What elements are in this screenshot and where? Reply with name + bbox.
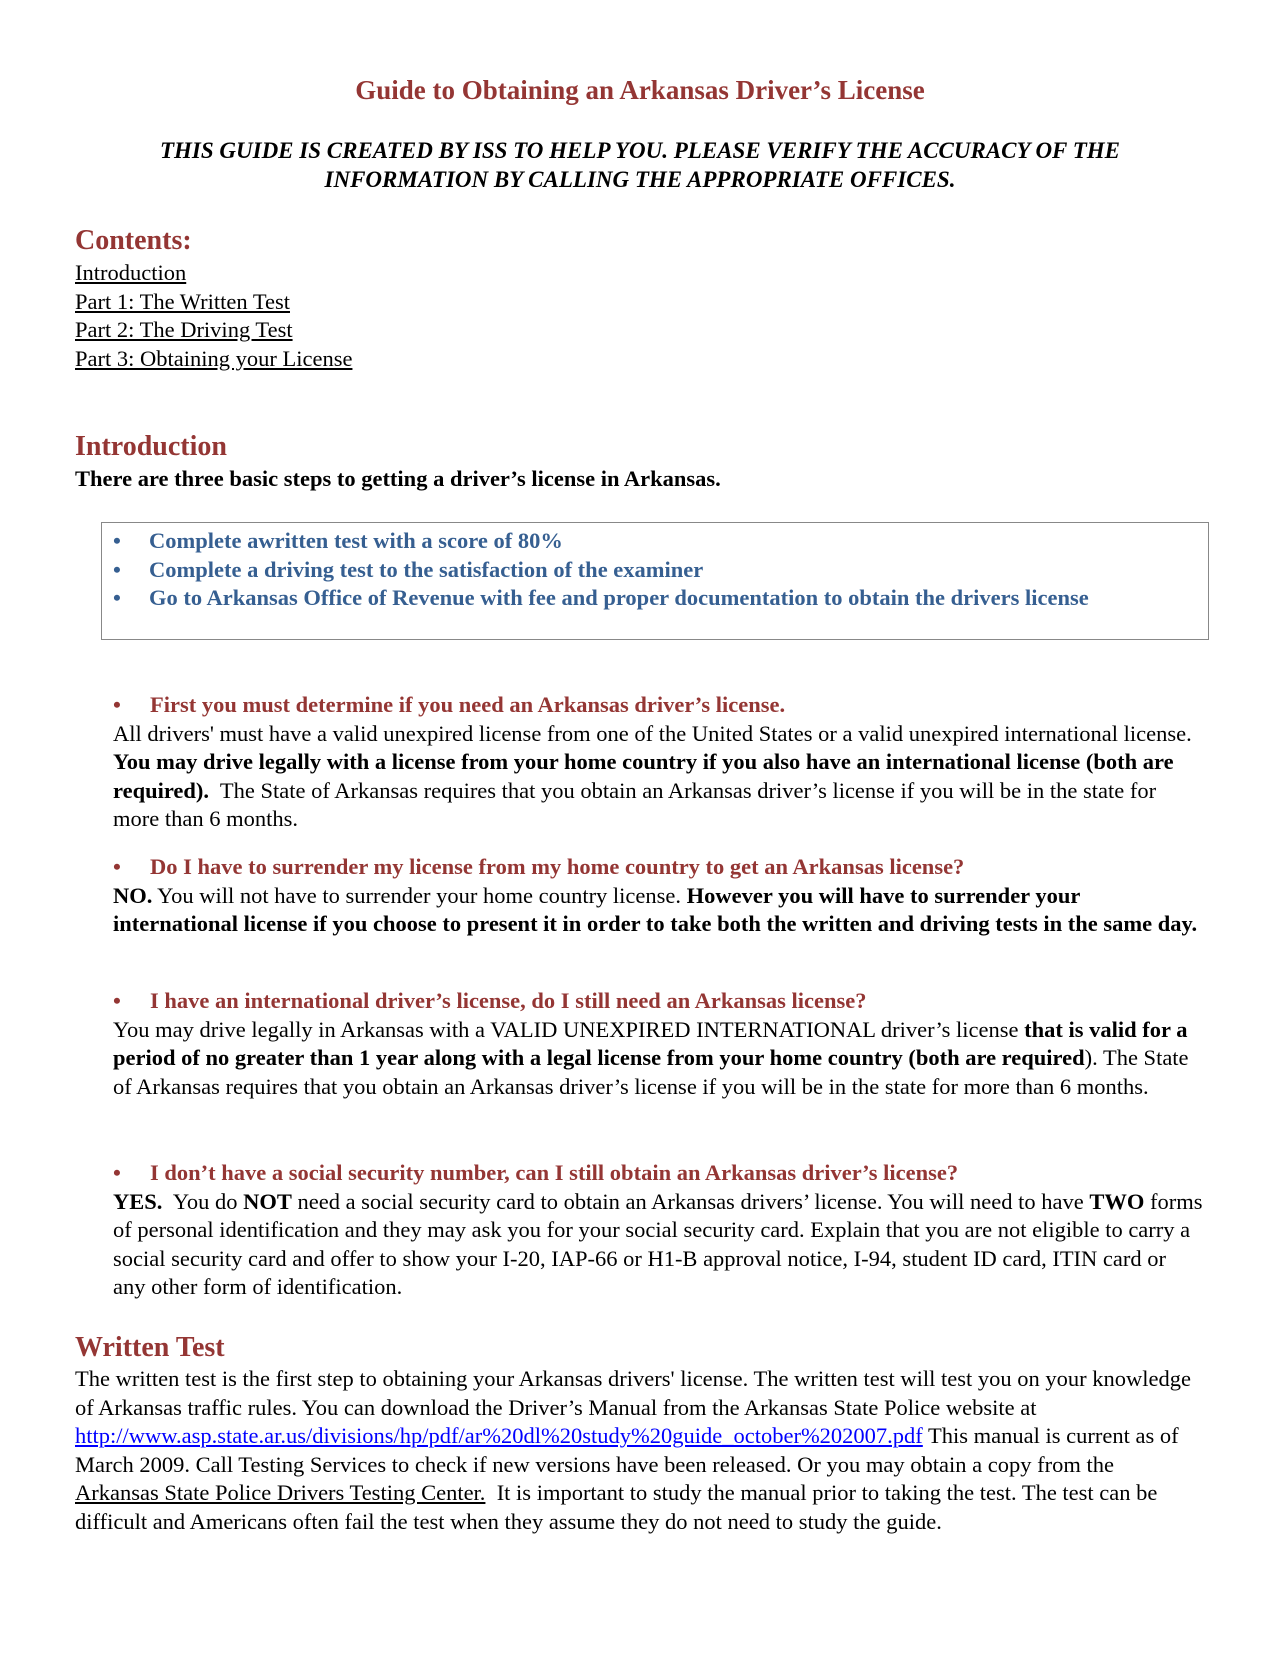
faq-answer	[113, 1016, 1203, 1102]
answer-bold: However you will have to surrender your international license if you choose to present it in order to take both the written and driving tests in the same day.	[113, 882, 1198, 936]
written-test-heading: Written Test	[75, 1332, 225, 1363]
page-title: Guide to Obtaining an Arkansas Driver’s License	[355, 75, 925, 105]
written-test-body	[75, 1365, 1200, 1536]
toc-link-driving-test[interactable]: Part 2: The Driving Test	[75, 317, 293, 342]
answer-text: need a social security card to obtain an Arkansas drivers’ license. You will need to have	[291, 1188, 1090, 1214]
answer-bold: YES.	[113, 1188, 163, 1214]
body-text: It is important to study the manual prior to taking the test. The test can be difficult and Americans often fail the test when they assume they do not need to study the guide.	[75, 1480, 1164, 1534]
answer-bold: NO.	[113, 882, 153, 908]
answer-bold: TWO	[1089, 1188, 1145, 1214]
toc-link-obtaining-license[interactable]: Part 3: Obtaining your License	[75, 345, 353, 371]
table-of-contents	[75, 259, 352, 373]
faq-answer	[113, 1188, 1209, 1302]
faq-item	[113, 691, 1203, 834]
faq-question: • Do I have to surrender my license from my home country to get an Arkansas license?	[113, 853, 1203, 882]
faq-item	[113, 853, 1203, 939]
faq-answer	[113, 882, 1203, 939]
disclaimer: THIS GUIDE IS CREATED BY ISS TO HELP YOU. PLEASE VERIFY THE ACCURACY OF THE INFORMATION BY CALLING THE APPROPRIATE OFFICES.	[159, 138, 1121, 192]
faq-question: • First you must determine if you need an Arkansas driver’s license.	[113, 691, 1203, 720]
answer-text: forms of personal identification and they may ask you for your social security card. Explain that you are not eligible to carry a social security card and offer to show your I-20, IAP-66 or H1-B approval notice, I-94, student ID card, ITIN card or any other form of identification.	[113, 1188, 1209, 1299]
testing-center-link[interactable]: Arkansas State Police Drivers Testing Center.	[75, 1480, 486, 1505]
step-item: • Complete a driving test to the satisfaction of the examiner	[149, 556, 1208, 585]
answer-text: You do	[162, 1188, 244, 1214]
step-item: • Go to Arkansas Office of Revenue with fee and proper documentation to obtain the drivers license	[149, 584, 1208, 613]
contents-heading: Contents:	[75, 225, 192, 256]
toc-link-introduction[interactable]: Introduction	[75, 260, 187, 285]
answer-bold: You may drive legally with a license from your home country if you also have an international license (both are required).	[113, 749, 1174, 803]
introduction-lead: There are three basic steps to getting a driver’s license in Arkansas.	[75, 466, 721, 491]
faq-item	[113, 987, 1203, 1101]
answer-text: The State of Arkansas requires that you obtain an Arkansas driver’s license if you will be in the state for more than 6 months.	[113, 777, 1162, 831]
faq-answer	[113, 720, 1203, 834]
answer-bold: NOT	[243, 1188, 292, 1214]
answer-text: You may drive legally in Arkansas with a VALID UNEXPIRED INTERNATIONAL driver’s license	[113, 1016, 1025, 1042]
body-text: The written test is the first step to obtaining your Arkansas drivers' license. The written test will test you on your knowledge of Arkansas traffic rules. You can download the Driver’s Manual from the Arkansas State Police website at	[75, 1366, 1191, 1420]
step-item: • Complete awritten test with a score of 80%	[149, 527, 1208, 556]
answer-text: All drivers' must have a valid unexpired license from one of the United States or a valid unexpired international license.	[113, 720, 1192, 746]
toc-link-written-test[interactable]: Part 1: The Written Test	[75, 288, 290, 314]
faq-question: • I have an international driver’s license, do I still need an Arkansas license?	[113, 987, 1203, 1016]
answer-text: ). The State of Arkansas requires that you obtain an Arkansas driver’s license if you will be in the state for more than 6 months.	[113, 1045, 1189, 1099]
answer-text: You will not have to surrender your home country license.	[152, 882, 687, 908]
answer-bold: that is valid for a period of no greater than 1 year along with a legal license from your home country (both are required	[113, 1016, 1188, 1070]
faq-question: • I don’t have a social security number, can I still obtain an Arkansas driver’s license?	[113, 1159, 1203, 1188]
introduction-heading: Introduction	[75, 431, 227, 462]
body-text: This manual is current as of March 2009. Call Testing Services to check if new versions have been released. Or you may obtain a copy from the	[75, 1423, 1179, 1477]
faq-item	[113, 1159, 1209, 1302]
steps-box	[101, 522, 1209, 640]
drivers-manual-link[interactable]: http://www.asp.state.ar.us/divisions/hp/pdf/ar%20dl%20study%20guide_october%202007.pdf	[75, 1423, 923, 1448]
